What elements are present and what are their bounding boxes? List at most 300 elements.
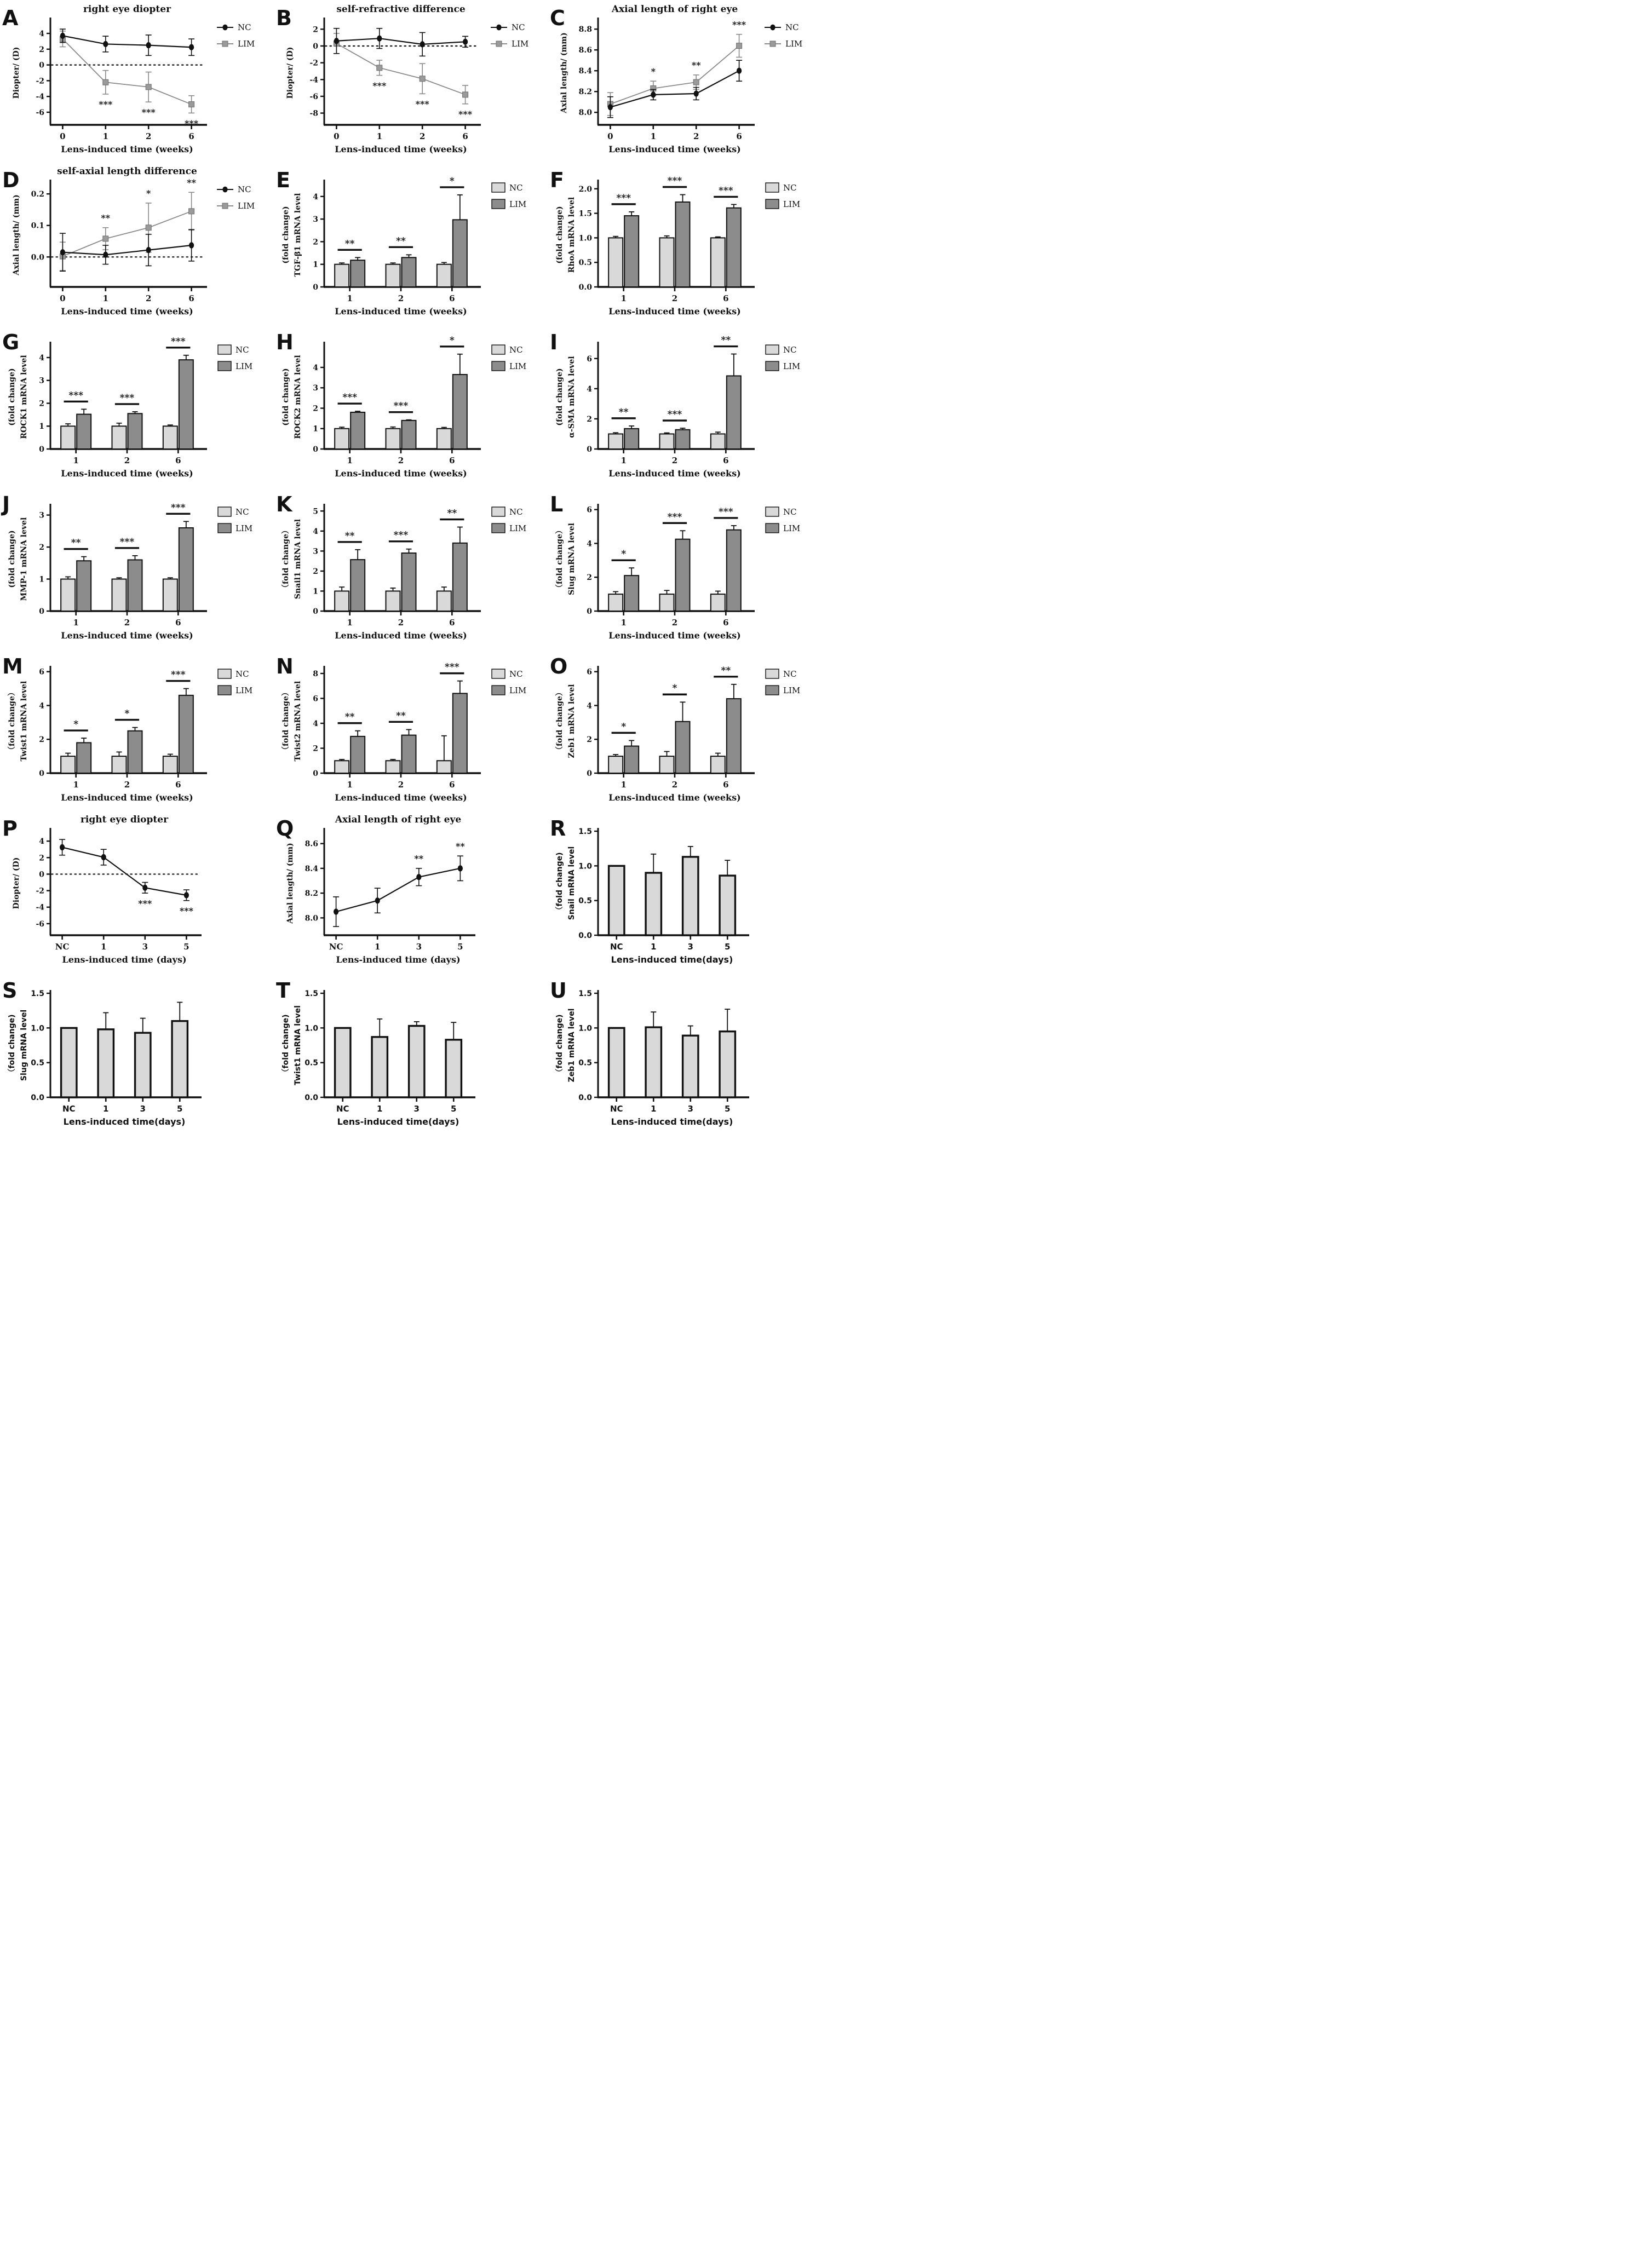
svg-text:0.5: 0.5 <box>305 1058 318 1068</box>
svg-text:Lens-induced time (weeks): Lens-induced time (weeks) <box>61 306 193 316</box>
svg-text:LIM: LIM <box>238 201 255 211</box>
svg-text:0: 0 <box>39 61 44 70</box>
svg-text:Twist2 mRNA level: Twist2 mRNA level <box>294 681 302 762</box>
svg-text:**: ** <box>721 335 731 346</box>
svg-text:4: 4 <box>587 701 592 711</box>
svg-text:3: 3 <box>687 1104 693 1114</box>
panel-O-letter: O <box>550 654 568 678</box>
svg-text:1: 1 <box>313 424 318 434</box>
svg-text:NC: NC <box>783 507 797 517</box>
svg-text:0.0: 0.0 <box>31 253 44 262</box>
svg-text:***: *** <box>68 390 84 401</box>
svg-text:Lens-induced time (weeks): Lens-induced time (weeks) <box>335 306 467 316</box>
svg-text:8.6: 8.6 <box>578 46 592 55</box>
panel-I-chart <box>548 324 822 486</box>
svg-text:1: 1 <box>39 422 44 431</box>
svg-text:NC: NC <box>509 507 523 517</box>
svg-text:2: 2 <box>124 456 130 465</box>
svg-text:***: *** <box>179 906 193 917</box>
panel-J-letter: J <box>2 492 10 516</box>
svg-text:Twist1 mRNA level: Twist1 mRNA level <box>20 681 28 762</box>
svg-text:2: 2 <box>313 25 318 34</box>
svg-text:1: 1 <box>73 618 79 628</box>
svg-text:（fold change): （fold change) <box>555 852 564 914</box>
svg-text:NC: NC <box>783 669 797 679</box>
svg-text:Lens-induced time (days): Lens-induced time (days) <box>62 954 187 965</box>
svg-text:1: 1 <box>621 293 627 303</box>
svg-text:0: 0 <box>313 42 318 51</box>
svg-text:0.5: 0.5 <box>578 258 592 268</box>
svg-text:4: 4 <box>313 719 318 728</box>
svg-text:NC: NC <box>62 1104 76 1114</box>
panel-J-chart <box>0 486 274 648</box>
svg-text:**: ** <box>101 212 111 223</box>
svg-text:6: 6 <box>175 456 181 465</box>
svg-text:0: 0 <box>60 293 66 303</box>
svg-text:8.0: 8.0 <box>305 914 318 923</box>
svg-text:***: *** <box>138 898 152 909</box>
svg-text:LIM: LIM <box>509 523 527 533</box>
svg-text:NC: NC <box>610 1104 623 1114</box>
svg-text:0: 0 <box>60 131 66 141</box>
svg-text:2: 2 <box>39 735 44 745</box>
svg-text:4: 4 <box>39 701 44 711</box>
svg-text:6: 6 <box>723 618 729 628</box>
panel-N-chart <box>274 648 548 810</box>
svg-text:8.6: 8.6 <box>305 839 318 849</box>
svg-text:**: ** <box>396 710 406 722</box>
svg-text:2: 2 <box>124 780 130 790</box>
svg-text:0: 0 <box>39 769 44 778</box>
svg-text:NC: NC <box>512 22 525 32</box>
svg-text:6: 6 <box>587 505 592 515</box>
svg-text:Lens-induced time (weeks): Lens-induced time (weeks) <box>608 468 741 479</box>
panel-K <box>274 486 548 648</box>
svg-text:4: 4 <box>39 837 44 847</box>
svg-text:Zeb1 mRNA level: Zeb1 mRNA level <box>567 1008 576 1083</box>
svg-text:8.2: 8.2 <box>578 88 592 97</box>
svg-text:2: 2 <box>39 45 44 54</box>
panel-E <box>274 162 548 324</box>
svg-text:6: 6 <box>188 131 194 141</box>
svg-text:Lens-induced time (weeks): Lens-induced time (weeks) <box>608 792 741 803</box>
svg-text:2: 2 <box>587 735 592 745</box>
svg-text:TGF-β1 mRNA level: TGF-β1 mRNA level <box>294 193 302 277</box>
panel-O-chart <box>548 648 822 810</box>
svg-text:0: 0 <box>313 607 318 616</box>
svg-text:1: 1 <box>100 942 107 952</box>
svg-text:4: 4 <box>313 192 318 202</box>
svg-text:0.5: 0.5 <box>578 896 592 906</box>
panel-N-letter: N <box>276 654 294 678</box>
svg-text:***: *** <box>99 99 113 110</box>
svg-text:8.0: 8.0 <box>578 108 592 118</box>
svg-text:**: ** <box>71 537 81 549</box>
svg-text:2: 2 <box>671 293 678 303</box>
svg-text:LIM: LIM <box>235 686 253 695</box>
svg-text:Zeb1 mRNA level: Zeb1 mRNA level <box>567 684 576 758</box>
svg-text:**: ** <box>344 530 355 542</box>
svg-text:3: 3 <box>416 942 422 952</box>
svg-text:Diopter/ (D): Diopter/ (D) <box>12 47 21 99</box>
panel-I <box>548 324 822 486</box>
svg-text:**: ** <box>691 60 701 71</box>
panel-D-letter: D <box>2 168 20 192</box>
svg-text:1: 1 <box>621 618 627 628</box>
panel-F-chart <box>548 162 822 324</box>
svg-text:*: * <box>146 188 151 199</box>
svg-text:0: 0 <box>587 445 592 454</box>
svg-text:2: 2 <box>398 293 404 303</box>
svg-text:Axial length/ (mm): Axial length/ (mm) <box>560 32 568 113</box>
svg-text:3: 3 <box>313 547 318 556</box>
svg-text:6: 6 <box>175 780 181 790</box>
svg-text:-6: -6 <box>36 919 44 929</box>
svg-text:*: * <box>672 683 677 694</box>
svg-text:Diopter/ (D): Diopter/ (D) <box>12 857 21 909</box>
svg-text:1: 1 <box>347 618 353 628</box>
svg-text:0.0: 0.0 <box>578 1093 592 1102</box>
svg-text:***: *** <box>185 118 199 129</box>
svg-text:3: 3 <box>140 1104 146 1114</box>
panel-F <box>548 162 822 324</box>
svg-text:LIM: LIM <box>785 39 803 49</box>
svg-text:NC: NC <box>329 942 343 952</box>
svg-text:***: *** <box>616 192 631 204</box>
svg-text:Axial length/ (mm): Axial length/ (mm) <box>12 194 21 275</box>
svg-text:0.0: 0.0 <box>31 1093 44 1102</box>
svg-text:Lens-induced time (weeks): Lens-induced time (weeks) <box>61 468 193 479</box>
svg-text:*: * <box>124 708 130 719</box>
svg-text:***: *** <box>170 502 186 514</box>
svg-text:(fold change): (fold change) <box>282 206 290 264</box>
svg-text:（fold change): （fold change) <box>8 1014 16 1077</box>
panel-A <box>0 0 274 162</box>
svg-text:6: 6 <box>449 293 455 303</box>
svg-text:0.2: 0.2 <box>31 190 44 199</box>
svg-text:1: 1 <box>102 293 109 303</box>
panel-K-chart <box>274 486 548 648</box>
svg-text:LIM: LIM <box>509 199 527 209</box>
svg-text:1: 1 <box>376 131 383 141</box>
svg-text:0.0: 0.0 <box>305 1093 318 1102</box>
svg-text:**: ** <box>447 508 457 519</box>
svg-text:LIM: LIM <box>235 523 253 533</box>
svg-text:ROCK2 mRNA level: ROCK2 mRNA level <box>294 355 302 439</box>
panel-U-chart <box>548 972 822 1135</box>
svg-text:5: 5 <box>725 1104 731 1114</box>
svg-text:NC: NC <box>336 1104 349 1114</box>
svg-text:1.0: 1.0 <box>305 1024 318 1033</box>
svg-text:Axial length of right eye: Axial length of right eye <box>611 4 738 15</box>
svg-text:-4: -4 <box>309 76 318 85</box>
svg-text:***: *** <box>444 661 459 673</box>
svg-text:6: 6 <box>188 293 194 303</box>
svg-text:(fold change): (fold change) <box>555 368 564 426</box>
svg-text:Lens-induced time (weeks): Lens-induced time (weeks) <box>335 144 467 154</box>
svg-text:Lens-induced time (weeks): Lens-induced time (weeks) <box>61 792 193 803</box>
svg-text:3: 3 <box>313 215 318 225</box>
svg-text:8.2: 8.2 <box>305 889 318 899</box>
svg-text:1.0: 1.0 <box>578 862 592 871</box>
svg-text:**: ** <box>396 235 406 247</box>
svg-text:***: *** <box>170 669 186 681</box>
svg-text:6: 6 <box>449 456 455 465</box>
svg-text:6: 6 <box>736 131 742 141</box>
svg-text:***: *** <box>141 107 156 118</box>
svg-text:-4: -4 <box>36 903 44 912</box>
svg-text:Lens-induced time (weeks): Lens-induced time (weeks) <box>335 630 467 641</box>
svg-text:Diopter/ (D): Diopter/ (D) <box>286 47 295 99</box>
svg-text:8.4: 8.4 <box>578 67 592 76</box>
svg-text:0: 0 <box>313 769 318 778</box>
svg-text:NC: NC <box>509 669 523 679</box>
svg-text:1.5: 1.5 <box>578 827 592 836</box>
svg-text:1: 1 <box>621 456 627 465</box>
svg-text:***: *** <box>718 506 733 517</box>
svg-text:0: 0 <box>39 870 44 879</box>
svg-text:LIM: LIM <box>509 686 527 695</box>
svg-text:***: *** <box>667 511 682 523</box>
svg-text:2: 2 <box>693 131 699 141</box>
svg-text:LIM: LIM <box>783 199 801 209</box>
svg-text:LIM: LIM <box>783 361 801 371</box>
svg-text:4: 4 <box>39 30 44 39</box>
panel-Q-chart <box>274 810 548 972</box>
svg-text:RhoA mRNA level: RhoA mRNA level <box>567 197 576 273</box>
svg-text:1: 1 <box>103 1104 109 1114</box>
svg-text:*: * <box>651 66 656 77</box>
panel-S-letter: S <box>2 978 18 1003</box>
svg-text:2: 2 <box>124 618 130 628</box>
svg-text:α-SMA mRNA level: α-SMA mRNA level <box>567 356 576 438</box>
svg-text:1: 1 <box>73 456 79 465</box>
svg-text:NC: NC <box>783 345 797 355</box>
svg-text:1: 1 <box>347 293 353 303</box>
svg-text:（fold change): （fold change) <box>282 1014 290 1077</box>
svg-text:1: 1 <box>313 260 318 269</box>
svg-text:***: *** <box>732 19 746 30</box>
svg-text:0: 0 <box>39 445 44 454</box>
svg-text:NC: NC <box>238 185 251 194</box>
panel-Q-letter: Q <box>276 816 294 841</box>
svg-text:（fold change): （fold change) <box>555 1014 564 1077</box>
panel-T-chart <box>274 972 548 1135</box>
svg-text:*: * <box>449 335 455 346</box>
svg-text:***: *** <box>393 529 409 541</box>
svg-text:*: * <box>621 549 627 560</box>
panel-N <box>274 648 548 810</box>
svg-text:3: 3 <box>39 511 44 520</box>
svg-text:2: 2 <box>398 618 404 628</box>
svg-text:-2: -2 <box>36 887 44 896</box>
svg-text:6: 6 <box>723 293 729 303</box>
svg-text:1: 1 <box>651 942 657 952</box>
svg-text:1: 1 <box>102 131 109 141</box>
svg-text:0: 0 <box>587 607 592 616</box>
svg-text:5: 5 <box>313 507 318 516</box>
figure-page <box>0 0 822 1135</box>
panel-M <box>0 648 274 810</box>
svg-text:**: ** <box>344 711 355 723</box>
svg-text:2: 2 <box>398 456 404 465</box>
svg-text:1.0: 1.0 <box>578 1024 592 1033</box>
svg-text:1: 1 <box>347 456 353 465</box>
svg-text:NC: NC <box>509 183 523 193</box>
svg-text:LIM: LIM <box>783 523 801 533</box>
svg-text:self-axial length difference: self-axial length difference <box>57 166 197 177</box>
svg-text:4: 4 <box>313 363 318 372</box>
svg-text:Slug mRNA level: Slug mRNA level <box>20 1009 28 1081</box>
svg-text:***: *** <box>393 400 409 412</box>
svg-text:right eye diopter: right eye diopter <box>80 814 169 825</box>
panel-L-chart <box>548 486 822 648</box>
svg-text:0.0: 0.0 <box>578 931 592 940</box>
svg-text:***: *** <box>458 109 473 120</box>
panel-C-letter: C <box>550 6 565 30</box>
svg-text:6: 6 <box>587 354 592 364</box>
svg-text:0.5: 0.5 <box>578 1058 592 1068</box>
svg-text:LIM: LIM <box>238 39 255 49</box>
svg-text:Axial length of right eye: Axial length of right eye <box>335 814 462 825</box>
panel-A-chart <box>0 0 274 162</box>
svg-text:NC: NC <box>235 345 249 355</box>
svg-text:**: ** <box>456 841 465 851</box>
svg-text:2: 2 <box>313 404 318 413</box>
panel-E-chart <box>274 162 548 324</box>
panel-S-chart <box>0 972 274 1135</box>
svg-text:**: ** <box>344 238 355 250</box>
panel-T-letter: T <box>276 978 290 1003</box>
svg-text:NC: NC <box>785 22 799 32</box>
svg-text:1: 1 <box>377 1104 383 1114</box>
svg-text:6: 6 <box>723 456 729 465</box>
svg-text:1.5: 1.5 <box>31 989 44 998</box>
svg-text:-6: -6 <box>36 108 44 117</box>
svg-text:Slug mRNA level: Slug mRNA level <box>567 523 576 595</box>
panel-E-letter: E <box>276 168 290 192</box>
panel-G <box>0 324 274 486</box>
svg-text:（fold change）: （fold change） <box>282 688 290 754</box>
panel-H-chart <box>274 324 548 486</box>
svg-text:3: 3 <box>413 1104 420 1114</box>
svg-text:2: 2 <box>587 573 592 583</box>
svg-text:Lens-induced time (weeks): Lens-induced time (weeks) <box>608 306 741 316</box>
panel-R-letter: R <box>550 816 566 841</box>
panel-P-chart <box>0 810 274 972</box>
svg-text:6: 6 <box>723 780 729 790</box>
svg-text:6: 6 <box>175 618 181 628</box>
svg-text:Lens-induced time(days): Lens-induced time(days) <box>611 1116 733 1127</box>
panel-J <box>0 486 274 648</box>
svg-text:1: 1 <box>651 1104 657 1114</box>
svg-text:Lens-induced time (weeks): Lens-induced time (weeks) <box>335 792 467 803</box>
svg-text:3: 3 <box>142 942 148 952</box>
svg-text:2: 2 <box>313 567 318 576</box>
panel-T <box>274 972 548 1135</box>
panel-P-letter: P <box>2 816 18 841</box>
svg-text:ROCK1 mRNA level: ROCK1 mRNA level <box>20 355 28 439</box>
svg-text:Lens-induced time (weeks): Lens-induced time (weeks) <box>335 468 467 479</box>
svg-text:***: *** <box>415 99 429 110</box>
svg-text:1: 1 <box>374 942 381 952</box>
svg-text:0: 0 <box>39 607 44 616</box>
svg-text:NC: NC <box>235 669 249 679</box>
svg-text:Axial length/ (mm): Axial length/ (mm) <box>286 843 295 924</box>
panel-R <box>548 810 822 972</box>
svg-text:-4: -4 <box>36 93 44 102</box>
panel-G-chart <box>0 324 274 486</box>
svg-text:Lens-induced time (weeks): Lens-induced time (weeks) <box>608 144 741 154</box>
svg-text:2: 2 <box>671 618 678 628</box>
svg-text:0: 0 <box>587 769 592 778</box>
panel-M-chart <box>0 648 274 810</box>
svg-text:2: 2 <box>398 780 404 790</box>
svg-text:2: 2 <box>39 399 44 408</box>
svg-text:5: 5 <box>457 942 463 952</box>
svg-text:4: 4 <box>313 527 318 536</box>
svg-text:0.5: 0.5 <box>31 1058 44 1068</box>
svg-text:Snail1 mRNA level: Snail1 mRNA level <box>294 519 302 600</box>
svg-text:（fold change）: （fold change） <box>8 688 16 754</box>
svg-text:1.5: 1.5 <box>578 209 592 218</box>
svg-text:2: 2 <box>671 780 678 790</box>
svg-text:2: 2 <box>39 543 44 552</box>
svg-text:**: ** <box>414 853 424 864</box>
svg-text:5: 5 <box>177 1104 183 1114</box>
svg-text:8.4: 8.4 <box>305 864 318 873</box>
svg-text:2: 2 <box>145 131 152 141</box>
svg-text:Twist1 mRNA level: Twist1 mRNA level <box>294 1005 302 1085</box>
svg-text:*: * <box>621 721 627 733</box>
svg-text:6: 6 <box>313 694 318 704</box>
panel-H-letter: H <box>276 330 294 354</box>
svg-text:6: 6 <box>39 667 44 677</box>
panel-D <box>0 162 274 324</box>
svg-text:***: *** <box>667 409 682 420</box>
svg-text:Lens-induced time (weeks): Lens-induced time (weeks) <box>61 630 193 641</box>
svg-text:-2: -2 <box>309 59 318 68</box>
panel-L <box>548 486 822 648</box>
svg-text:Lens-induced time (weeks): Lens-induced time (weeks) <box>608 630 741 641</box>
panel-B-chart <box>274 0 548 162</box>
panel-O <box>548 648 822 810</box>
svg-text:MMP-1 mRNA level: MMP-1 mRNA level <box>20 517 28 601</box>
svg-text:5: 5 <box>451 1104 457 1114</box>
panel-L-letter: L <box>550 492 564 516</box>
figure-grid <box>0 0 822 1135</box>
svg-text:***: *** <box>342 392 358 404</box>
svg-text:1.5: 1.5 <box>578 989 592 998</box>
svg-text:NC: NC <box>783 183 797 193</box>
svg-text:1.0: 1.0 <box>31 1024 44 1033</box>
svg-text:***: *** <box>119 392 135 404</box>
svg-text:2: 2 <box>313 238 318 247</box>
svg-text:1: 1 <box>347 780 353 790</box>
svg-text:（fold change）: （fold change） <box>282 526 290 592</box>
svg-text:***: *** <box>170 336 186 347</box>
svg-text:1.5: 1.5 <box>305 989 318 998</box>
panel-D-chart <box>0 162 274 324</box>
panel-U <box>548 972 822 1135</box>
svg-text:Lens-induced time (days): Lens-induced time (days) <box>336 954 461 965</box>
svg-text:Lens-induced time(days): Lens-induced time(days) <box>337 1116 459 1127</box>
svg-text:***: *** <box>667 175 682 187</box>
svg-text:(fold change): (fold change) <box>282 368 290 426</box>
svg-text:2: 2 <box>671 456 678 465</box>
svg-text:*: * <box>449 175 455 187</box>
svg-text:right eye diopter: right eye diopter <box>83 4 171 15</box>
